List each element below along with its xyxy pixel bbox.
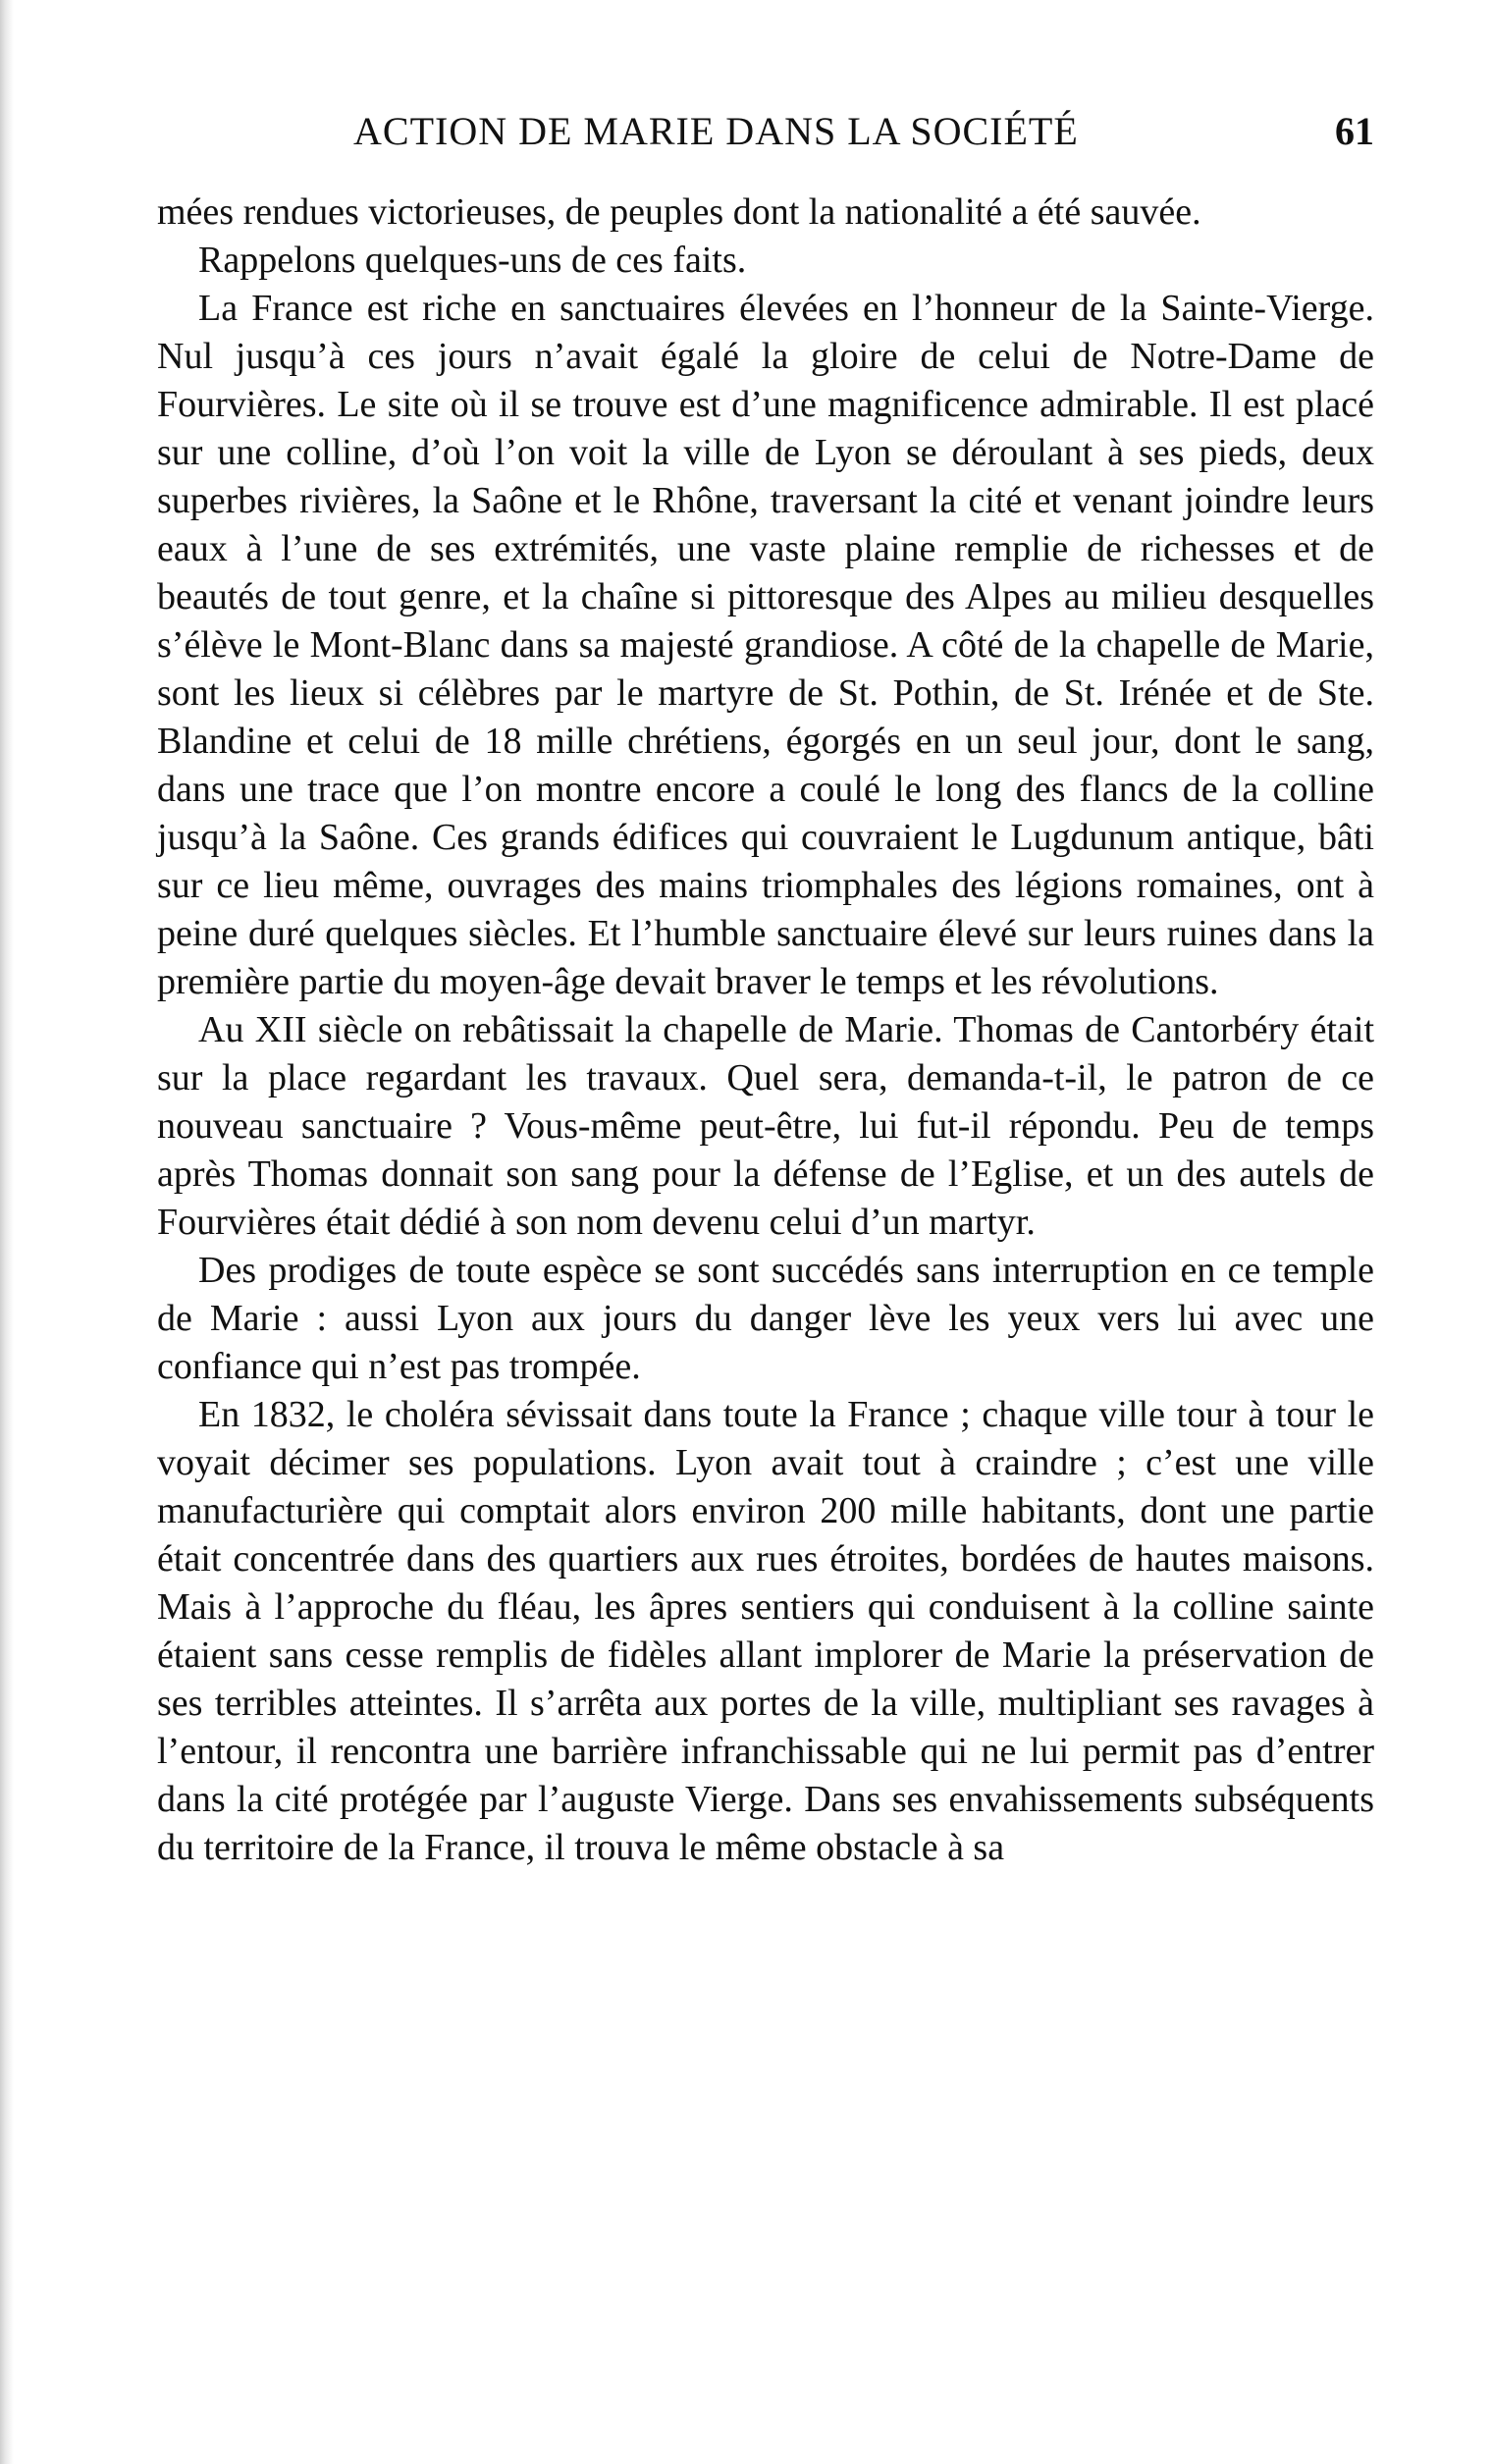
page-number: 61 — [1335, 109, 1374, 153]
running-title: ACTION DE MARIE DANS LA SOCIÉTÉ — [353, 109, 1079, 153]
paragraph-continuation: mées rendues victorieuses, de peuples dont la nationalité a été sauvée. — [157, 191, 1201, 233]
paragraph: Des prodiges de toute espèce se sont succédés sans interruption en ce temple de Marie : aussi Lyon aux jours du danger lève les yeux vers lui avec une confiance qui n’est pas trompée. — [157, 1250, 1374, 1387]
paragraph: En 1832, le choléra sévissait dans toute la France ; chaque ville tour à tour le voyait décimer ses populations. Lyon avait tout à craindre ; c’est une ville manufacturière qui comptait alors environ 200 mille habitants, dont une partie était concentrée dans des quartiers aux rues étroites, bordées de hautes maisons. Mais à l’approche du fléau, les âpres sentiers qui conduisent à la colline sainte étaient sans cesse remplis de fidèles allant implorer de Marie la préservation de ses terribles atteintes. Il s’arrêta aux portes de la ville, multipliant ses ravages à l’entour, il rencontra une barrière infranchissable qui ne lui permit pas d’entrer dans la cité protégée par l’auguste Vierge. Dans ses envahissements subséquents du territoire de la France, il trouva le même obstacle à sa — [157, 1394, 1374, 1868]
book-spine-edge — [0, 0, 14, 2464]
paragraph: Rappelons quelques-uns de ces faits. — [198, 240, 747, 281]
book-page — [157, 108, 1374, 1872]
paragraph: La France est riche en sanctuaires élevées en l’honneur de la Sainte-Vierge. Nul jusqu’à ces jours n’avait égalé la gloire de celui de Notre-Dame de Fourvières. Le site où il se trouve est d’une magnificence admirable. Il est placé sur une colline, d’où l’on voit la ville de Lyon se déroulant à ses pieds, deux superbes rivières, la Saône et le Rhône, traversant la cité et venant joindre leurs eaux à l’une de ses extrémités, une vaste plaine remplie de richesses et de beautés de tout genre, et la chaîne si pittoresque des Alpes au milieu desquelles s’élève le Mont-Blanc dans sa majesté grandiose. A côté de la chapelle de Marie, sont les lieux si célèbres par le martyre de St. Pothin, de St. Irénée et de Ste. Blandine et celui de 18 mille chrétiens, égorgés en un seul jour, dont le sang, dans une trace que l’on montre encore a coulé le long des flancs de la colline jusqu’à la Saône. Ces grands édifices qui couvraient le Lugdunum antique, bâti sur ce lieu même, ouvrages des mains triomphales des légions romaines, ont à peine duré quelques siècles. Et l’humble sanctuaire élevé sur leurs ruines dans la première partie du moyen-âge devait braver le temps et les révolutions. — [157, 288, 1374, 1002]
paragraph: Au XII siècle on rebâtissait la chapelle de Marie. Thomas de Cantorbéry était sur la place regardant les travaux. Quel sera, demanda-t-il, le patron de ce nouveau sanctuaire ? Vous-même peut-être, lui fut-il répondu. Peu de temps après Thomas donnait son sang pour la défense de l’Eglise, et un des autels de Fourvières était dédié à son nom devenu celui d’un martyr. — [157, 1009, 1374, 1243]
body-text — [157, 188, 1374, 1872]
page-header — [157, 108, 1374, 167]
